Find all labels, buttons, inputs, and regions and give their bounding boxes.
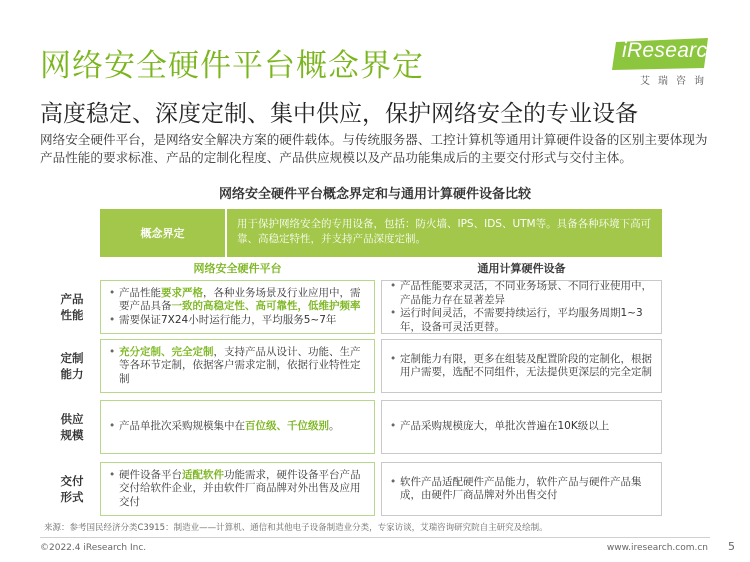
logo-text: iResearch [622, 39, 720, 62]
cell-supply-general [381, 400, 662, 454]
source-note: 来源：参考国民经济分类C3915：制造业——计算机、通信和其他电子设备制造业分类，专家访谈，艾瑞咨询研究院自主研究及绘制。 [44, 523, 548, 533]
column-header-security-platform: 网络安全硬件平台 [193, 262, 282, 275]
page-number: 5 [728, 540, 735, 553]
list-item: • 产品性能要求灵活，不同业务场景、不同行业使用中，产品能力存在显著差异 [390, 280, 653, 307]
row-label-performance: 产品 性能 [60, 292, 84, 322]
list-item: • 需要保证7X24小时运行能力，平均服务5~7年 [109, 314, 366, 328]
cell-delivery-security [100, 462, 375, 516]
list-item: • 软件产品适配硬件产品能力，软件产品与硬件产品集成，由硬件厂商品牌对外出售交付 [390, 476, 653, 503]
concept-label: 概念界定 [100, 209, 225, 257]
logo-subtext: 艾瑞咨询 [640, 76, 712, 87]
row-label-supply-scale: 供应 规模 [60, 412, 84, 442]
website-link[interactable]: www.iresearch.com.cn [606, 543, 708, 553]
row-label-delivery: 交付 形式 [60, 474, 84, 504]
row-label-customization: 定制 能力 [60, 351, 84, 381]
list-item: • 充分定制、完全定制，支持产品从设计、功能、生产等各环节定制，依据客户需求定制，依据行业特性定制 [109, 346, 366, 387]
iresearch-logo [612, 38, 724, 90]
column-header-general-hardware: 通用计算硬件设备 [477, 262, 566, 275]
cell-performance-general [381, 280, 662, 334]
page-title: 网络安全硬件平台概念界定 [40, 48, 424, 84]
list-item: • 运行时间灵活，不需要持续运行，平均服务周期1~3年，设备可灵活更替。 [390, 307, 653, 334]
concept-definition: 用于保护网络安全的专用设备，包括：防火墙、IPS、IDS、UTM等。具备各种环境下高可靠、高稳定特性，并支持产品深度定制。 [227, 209, 662, 257]
list-item: • 产品性能要求严格，各种业务场景及行业应用中，需要产品具备一致的高稳定性、高可靠性，低维护频率 [109, 287, 366, 314]
table-title: 网络安全硬件平台概念界定和与通用计算硬件设备比较 [218, 187, 531, 202]
list-item: • 定制能力有限，更多在组装及配置阶段的定制化，根据用户需要，选配不同组件，无法提供更深层的完全定制 [390, 353, 653, 380]
copyright: ©2022.4 iResearch Inc. [40, 543, 147, 553]
list-item: • 硬件设备平台适配软件功能需求，硬件设备平台产品交付给软件企业，并由软件厂商品牌对外出售及应用交付 [109, 469, 366, 510]
page-subtitle: 高度稳定、深度定制、集中供应，保护网络安全的专业设备 [40, 101, 638, 127]
cell-delivery-general [381, 462, 662, 516]
cell-customization-security [100, 339, 375, 393]
intro-paragraph: 网络安全硬件平台，是网络安全解决方案的硬件载体。与传统服务器、工控计算机等通用计算硬件设备的区别主要体现为产品性能的要求标准、产品的定制化程度、产品供应规模以及产品功能集成后的主要交付形式与交付主体。 [40, 132, 708, 165]
cell-customization-general [381, 339, 662, 393]
list-item: • 产品采购规模庞大，单批次普遍在10K级以上 [390, 420, 653, 434]
cell-supply-security [100, 400, 375, 454]
list-item: • 产品单批次采购规模集中在百位级、千位级别。 [109, 420, 366, 434]
cell-performance-security [100, 280, 375, 334]
footer-divider [40, 537, 710, 538]
